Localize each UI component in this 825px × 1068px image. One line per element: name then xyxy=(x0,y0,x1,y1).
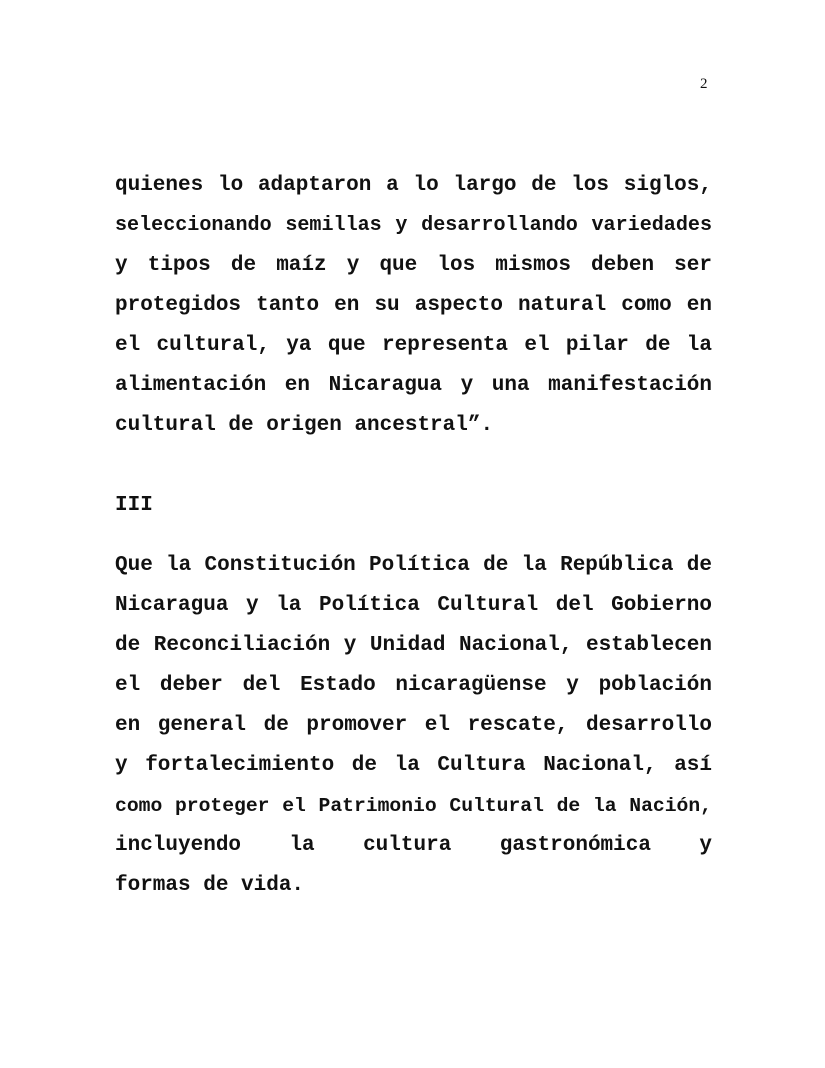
section-heading: III xyxy=(115,494,153,517)
section-paragraph xyxy=(115,546,712,906)
paragraph-line: cultural de origen ancestral”. xyxy=(115,414,494,437)
paragraph-line: seleccionando semillas y desarrollando variedades xyxy=(115,214,712,237)
paragraph-line: y tipos de maíz y que los mismos deben ser xyxy=(115,254,712,277)
paragraph-line: de Reconciliación y Unidad Nacional, establecen xyxy=(115,634,712,657)
paragraph-line: formas de vida. xyxy=(115,874,305,897)
paragraph-continuation xyxy=(115,166,712,446)
paragraph-line: alimentación en Nicaragua y una manifestación xyxy=(115,374,712,397)
paragraph-line: Nicaragua y la Política Cultural del Gobierno xyxy=(115,594,712,617)
paragraph-line: y fortalecimiento de la Cultura Nacional, así xyxy=(115,754,712,777)
paragraph-line: en general de promover el rescate, desarrollo xyxy=(115,714,712,737)
paragraph-line: el deber del Estado nicaragüense y población xyxy=(115,674,712,697)
paragraph-line: quienes lo adaptaron a lo largo de los siglos, xyxy=(115,174,712,197)
paragraph-line: protegidos tanto en su aspecto natural como en xyxy=(115,294,712,317)
paragraph-line: como proteger el Patrimonio Cultural de la Nación, xyxy=(115,795,712,817)
paragraph-line: el cultural, ya que representa el pilar de la xyxy=(115,334,712,357)
paragraph-line: incluyendo la cultura gastronómica y xyxy=(115,834,712,857)
paragraph-line: Que la Constitución Política de la República de xyxy=(115,554,712,577)
page-number: 2 xyxy=(700,76,708,92)
